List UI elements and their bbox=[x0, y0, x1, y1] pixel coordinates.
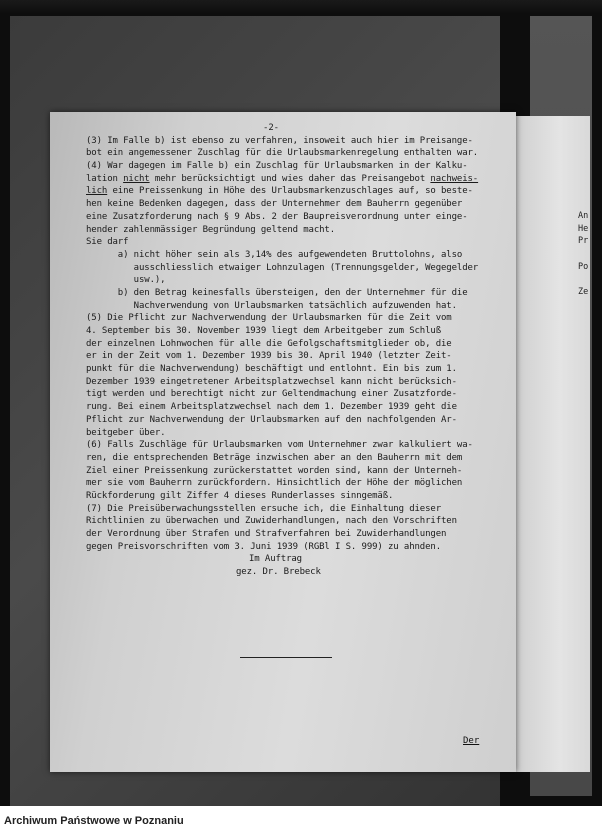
adjacent-page-text: An He Pr Po Ze bbox=[578, 211, 589, 298]
catchword: Der bbox=[463, 736, 480, 746]
list-item: a) nicht höher sein als 3,14% des aufgewendeten Bruttolohns, also bbox=[86, 249, 463, 260]
text-line: (3) Im Falle b) ist ebenso zu verfahren, insoweit auch hier im Preisange- bbox=[86, 135, 473, 146]
text-line: Ziel einer Preissenkung zurückerstattet worden sind, kann der Unterneh- bbox=[86, 465, 463, 476]
text-line: Pflicht zur Nachverwendung der Urlaubsmarken auf den nachfolgenden Ar- bbox=[86, 414, 457, 425]
list-item: ausschliesslich etwaiger Lohnzulagen (Trennungsgelder, Wegegelder bbox=[86, 262, 479, 273]
text-line: lation nicht mehr berücksichtigt und wies daher das Preisangebot nachweis- bbox=[86, 173, 479, 184]
text-line: punkt für die Nachverwendung) beschäftigt und entlohnt. Ein bis zum 1. bbox=[86, 364, 457, 375]
text-line: bot ein angemessener Zuschlag für die Urlaubsmarkenregelung enthalten war. bbox=[86, 148, 479, 159]
text-line: mer sie vom Bauherrn zurückfordern. Hinsichtlich der Höhe der möglichen bbox=[86, 478, 463, 489]
signature-rule bbox=[240, 657, 332, 658]
text-line: (4) War dagegen im Falle b) ein Zuschlag für Urlaubsmarken in der Kalku- bbox=[86, 161, 468, 172]
page-number: -2- bbox=[263, 123, 279, 133]
text-line: rung. Bei einem Arbeitsplatzwechsel nach dem 1. Dezember 1939 geht die bbox=[86, 402, 457, 413]
underlined-word: nicht bbox=[123, 173, 150, 184]
text-line: ren, die entsprechenden Beträge inzwischen aber an den Bauherrn mit dem bbox=[86, 452, 463, 463]
text-line: tigt werden und berechtigt nicht zur Geltendmachung einer Zusatzforde- bbox=[86, 389, 457, 400]
text-line: (6) Falls Zuschläge für Urlaubsmarken vom Unternehmer zwar kalkuliert wa- bbox=[86, 440, 473, 451]
underlined-word: lich bbox=[86, 186, 108, 197]
text-line: Dezember 1939 eingetretener Arbeitsplatzwechsel kann nicht berücksich- bbox=[86, 376, 457, 387]
signature-in-behalf: Im Auftrag bbox=[249, 554, 302, 565]
text-line: hender zahlenmässiger Begründung geltend macht. bbox=[86, 224, 336, 235]
list-item: Nachverwendung von Urlaubsmarken tatsächlich aufzuwenden hat. bbox=[86, 300, 457, 311]
list-item: b) den Betrag keinesfalls übersteigen, den der Unternehmer für die bbox=[86, 287, 468, 298]
text-line: 4. September bis 30. November 1939 liegt dem Arbeitgeber zum Schluß bbox=[86, 326, 441, 336]
text-line: der Verordnung über Strafen und Strafverfahren bei Zuwiderhandlungen bbox=[86, 529, 447, 539]
text-line: beitgeber über. bbox=[86, 427, 166, 438]
text-line: (5) Die Pflicht zur Nachverwendung der Urlaubsmarken für die Zeit vom bbox=[86, 313, 452, 324]
text-line: er in der Zeit vom 1. Dezember 1939 bis 30. April 1940 (letzter Zeit- bbox=[86, 351, 452, 362]
film-top-edge bbox=[0, 0, 602, 14]
document-body bbox=[86, 122, 516, 579]
list-item: usw.), bbox=[86, 275, 166, 286]
text-line: (7) Die Preisüberwachungsstellen ersuche ich, die Einhaltung dieser bbox=[86, 503, 441, 514]
text-line: hen keine Bedenken dagegen, dass der Unternehmer dem Bauherrn gegenüber bbox=[86, 199, 463, 210]
text-line: der einzelnen Lohnwochen für alle die Gefolgschaftsmitglieder ob, die bbox=[86, 338, 452, 349]
text-line: Richtlinien zu überwachen und Zuwiderhandlungen, nach den Vorschriften bbox=[86, 516, 457, 527]
archive-label: Archiwum Państwowe w Poznaniu bbox=[4, 815, 184, 827]
text-line: gegen Preisvorschriften vom 3. Juni 1939 (RGBl I S. 999) zu ahnden. bbox=[86, 541, 441, 552]
underlined-word: nachweis- bbox=[430, 173, 479, 184]
text-line: eine Zusatzforderung nach § 9 Abs. 2 der Baupreisverordnung unter einge- bbox=[86, 211, 468, 222]
signature-name: gez. Dr. Brebeck bbox=[236, 567, 321, 578]
text-line: lich eine Preissenkung in Höhe des Urlaubsmarkenzuschlages auf, so beste- bbox=[86, 186, 473, 197]
text-line: Sie darf bbox=[86, 237, 129, 248]
text-line: Rückforderung gilt Ziffer 4 dieses Runderlasses sinngemäß. bbox=[86, 490, 394, 501]
